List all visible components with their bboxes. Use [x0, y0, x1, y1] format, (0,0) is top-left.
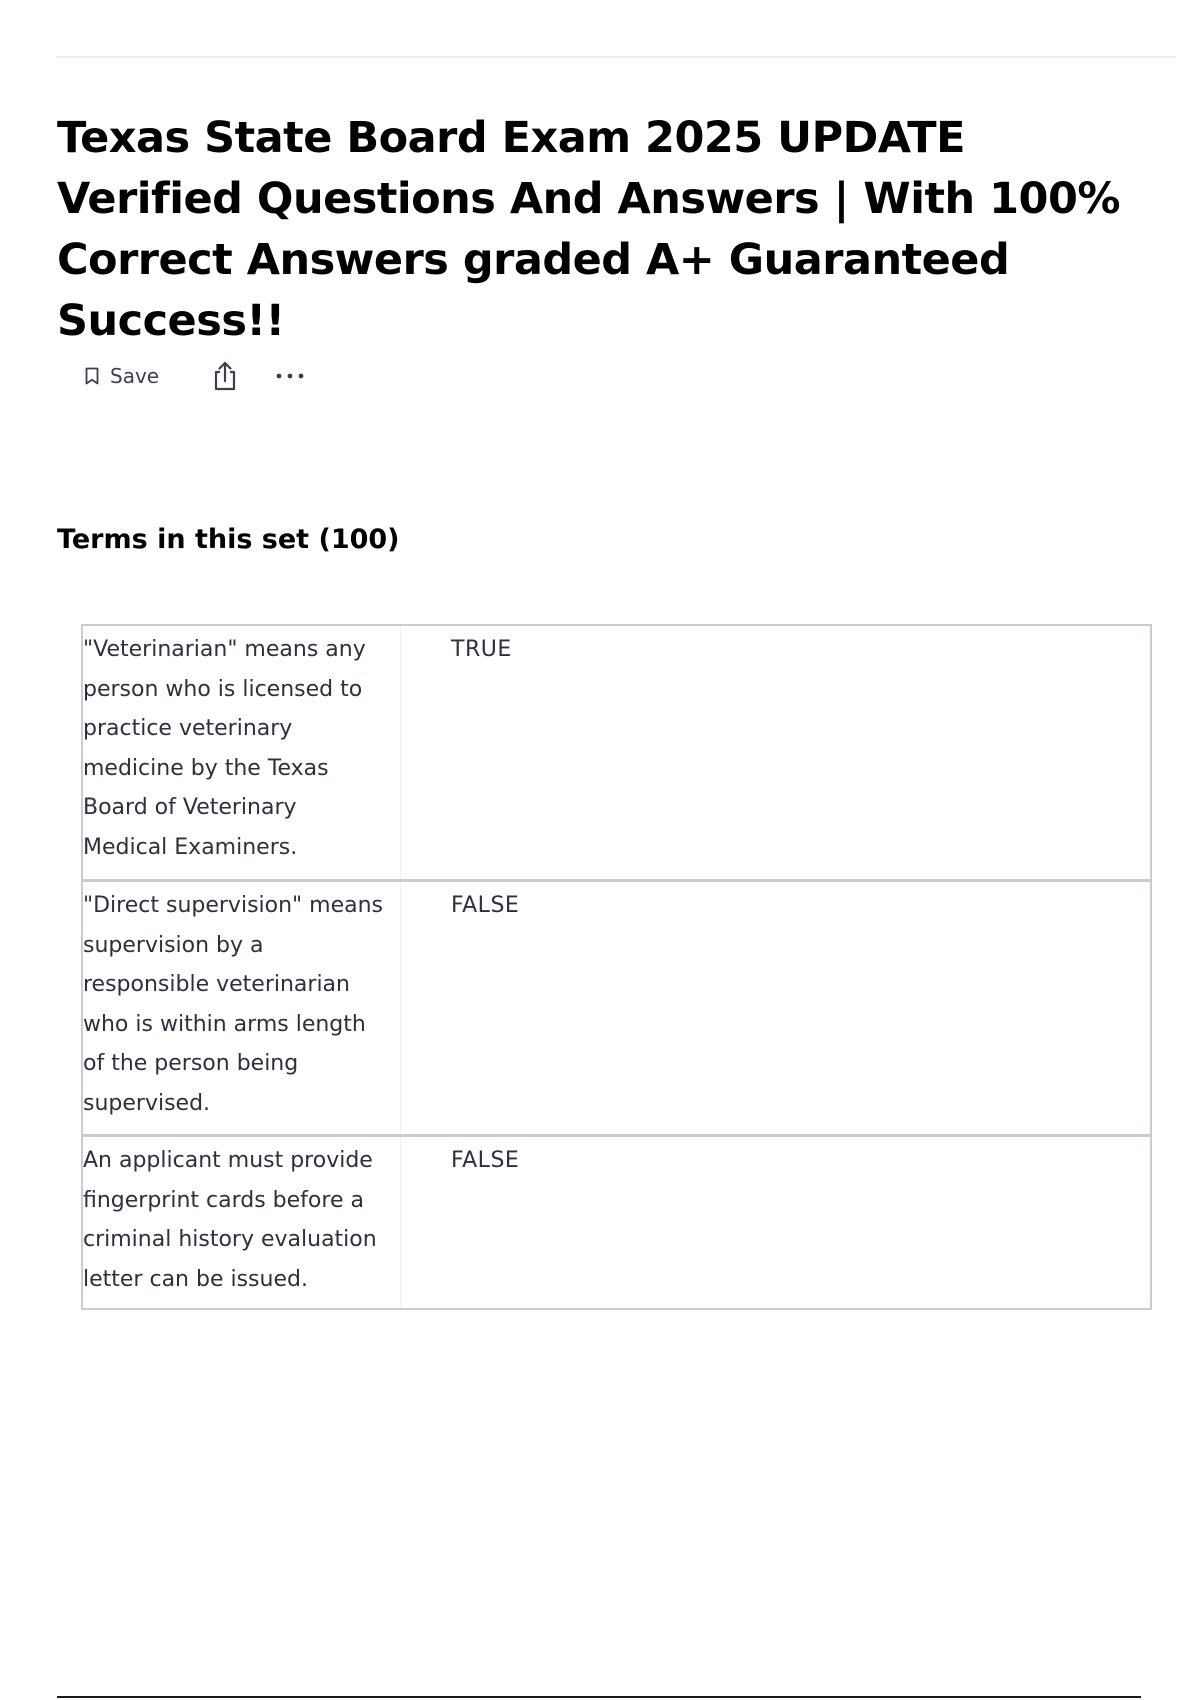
term-text: "Veterinarian" means any person who is licensed to practice veterinary medicine by the Texas Board of Veterinary Medical Examiners.: [83, 626, 401, 879]
page-title: Texas State Board Exam 2025 UPDATE Verified Questions And Answers | With 100% Correct Answers graded A+ Guaranteed Success!!: [57, 113, 1120, 346]
more-options-icon: [275, 372, 305, 380]
terms-count-heading: Terms in this set (100): [57, 524, 400, 555]
definition-text: TRUE: [451, 637, 512, 662]
definition-text: FALSE: [451, 893, 520, 918]
action-bar: [84, 358, 305, 394]
save-label: Save: [110, 364, 160, 388]
share-icon: [211, 360, 239, 392]
term-row: [81, 880, 1152, 1135]
bottom-divider: [57, 1696, 1141, 1698]
term-text: "Direct supervision" means supervision by a responsible veterinarian who is within arms length of the person being supervised.: [83, 882, 401, 1134]
definition-text: FALSE: [451, 1148, 520, 1173]
top-divider: [57, 56, 1175, 58]
term-row: [81, 624, 1152, 880]
term-row: [81, 1135, 1152, 1310]
share-button[interactable]: [211, 360, 239, 392]
save-button[interactable]: [84, 364, 159, 388]
term-text: An applicant must provide fingerprint cards before a criminal history evaluation letter can be issued.: [83, 1137, 401, 1308]
terms-table: [81, 624, 1152, 1310]
more-options-button[interactable]: [275, 372, 305, 380]
bookmark-icon: [84, 366, 100, 386]
